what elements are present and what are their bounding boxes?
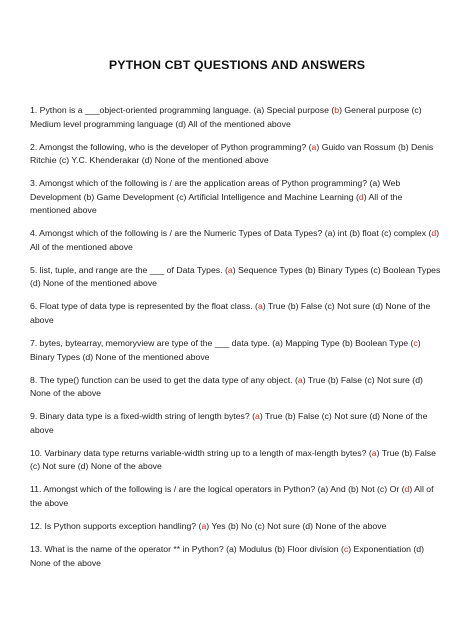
question-options: ) True (b) False (c) Not sure (d) None of the above [30,374,423,399]
question-text: 7. bytes, bytearray, memoryview are type of the ___ data type. (a) Mapping Type (b) Boolean Type ( [30,338,414,349]
answer-letter: d [358,191,364,202]
question-options: ) Binary Types (d) None of the mentioned above [30,338,421,362]
question-options: ) Sequence Types (b) Binary Types (c) Boolean Types (d) None of the mentioned above [30,264,441,289]
question-text: 6. Float type of data type is represented by the float class. ( [30,301,258,312]
question-item [30,177,444,218]
question-text: 4. Amongst which of the following is / are the Numeric Types of Data Types? (a) int (b) float (c) complex ( [30,228,432,239]
question-options: ) All of the above [30,484,434,508]
question-options: ) All of the mentioned above [30,191,403,216]
question-text: 8. The type() function can be used to get the data type of any object. ( [30,374,298,385]
question-item [30,300,444,327]
question-options: ) Guido van Rossum (b) Denis Ritchie (c) Y.C. Khenderakar (d) None of the mentioned above [30,141,434,166]
question-item [30,520,444,534]
question-item [30,374,444,401]
answer-letter: a [257,301,263,312]
question-list [30,104,444,570]
answer-letter: d [404,484,410,495]
question-item [30,410,444,437]
answer-letter: c [413,338,418,349]
answer-letter: b [334,105,340,115]
question-text: 10. Varbinary data type returns variable-width string up to a length of max-length bytes? ( [30,447,372,458]
question-text: 3. Amongst which of the following is / are the application areas of Python programming? (a) Web Development (b) Game Development (c) Artificial Intelligence and Machine Learning ( [30,178,401,202]
answer-letter: a [255,411,260,422]
question-item [30,447,444,474]
question-text: 2. Amongst the following, who is the developer of Python programming? ( [30,141,312,152]
question-options: ) General purpose (c) Medium level programming language (d) All of the mentioned above [30,105,422,129]
question-item [30,264,444,291]
question-item [30,104,444,131]
question-options: ) True (b) False (c) Not sure (d) None of the above [30,301,431,325]
answer-letter: a [371,447,377,458]
question-options: ) True (b) False (c) Not sure (d) None of the above [30,447,436,472]
question-options: ) All of the mentioned above [30,228,440,252]
question-item [30,141,444,168]
question-text: 12. Is Python supports exception handling? ( [30,521,202,532]
question-text: 1. Python is a ___object-oriented programming language. (a) Special purpose ( [30,105,335,115]
question-text: 5. list, tuple, and range are the ___ of Data Types. ( [30,264,228,275]
question-item [30,337,444,364]
answer-letter: a [311,141,317,152]
answer-letter: a [297,374,303,385]
question-item [30,483,444,510]
answer-letter: a [201,521,207,532]
answer-letter: a [227,264,233,275]
answer-letter: d [431,228,437,239]
question-options: ) Yes (b) No (c) Not sure (d) None of the above [206,521,387,532]
question-options: ) True (b) False (c) Not sure (d) None of the above [30,411,428,435]
question-text: 9. Binary data type is a fixed-width string of length bytes? ( [30,411,256,422]
question-text: 11. Amongst which of the following is / are the logical operators in Python? (a) And (b) Not (c) Or ( [30,484,405,495]
question-item [30,543,444,570]
question-item [30,227,444,254]
question-text: 13. What is the name of the operator ** in Python? (a) Modulus (b) Floor division ( [30,544,344,555]
question-options: ) Exponentiation (d) None of the above [30,544,425,568]
answer-letter: c [343,544,349,555]
document-title: PYTHON CBT QUESTIONS AND ANSWERS [108,58,366,72]
